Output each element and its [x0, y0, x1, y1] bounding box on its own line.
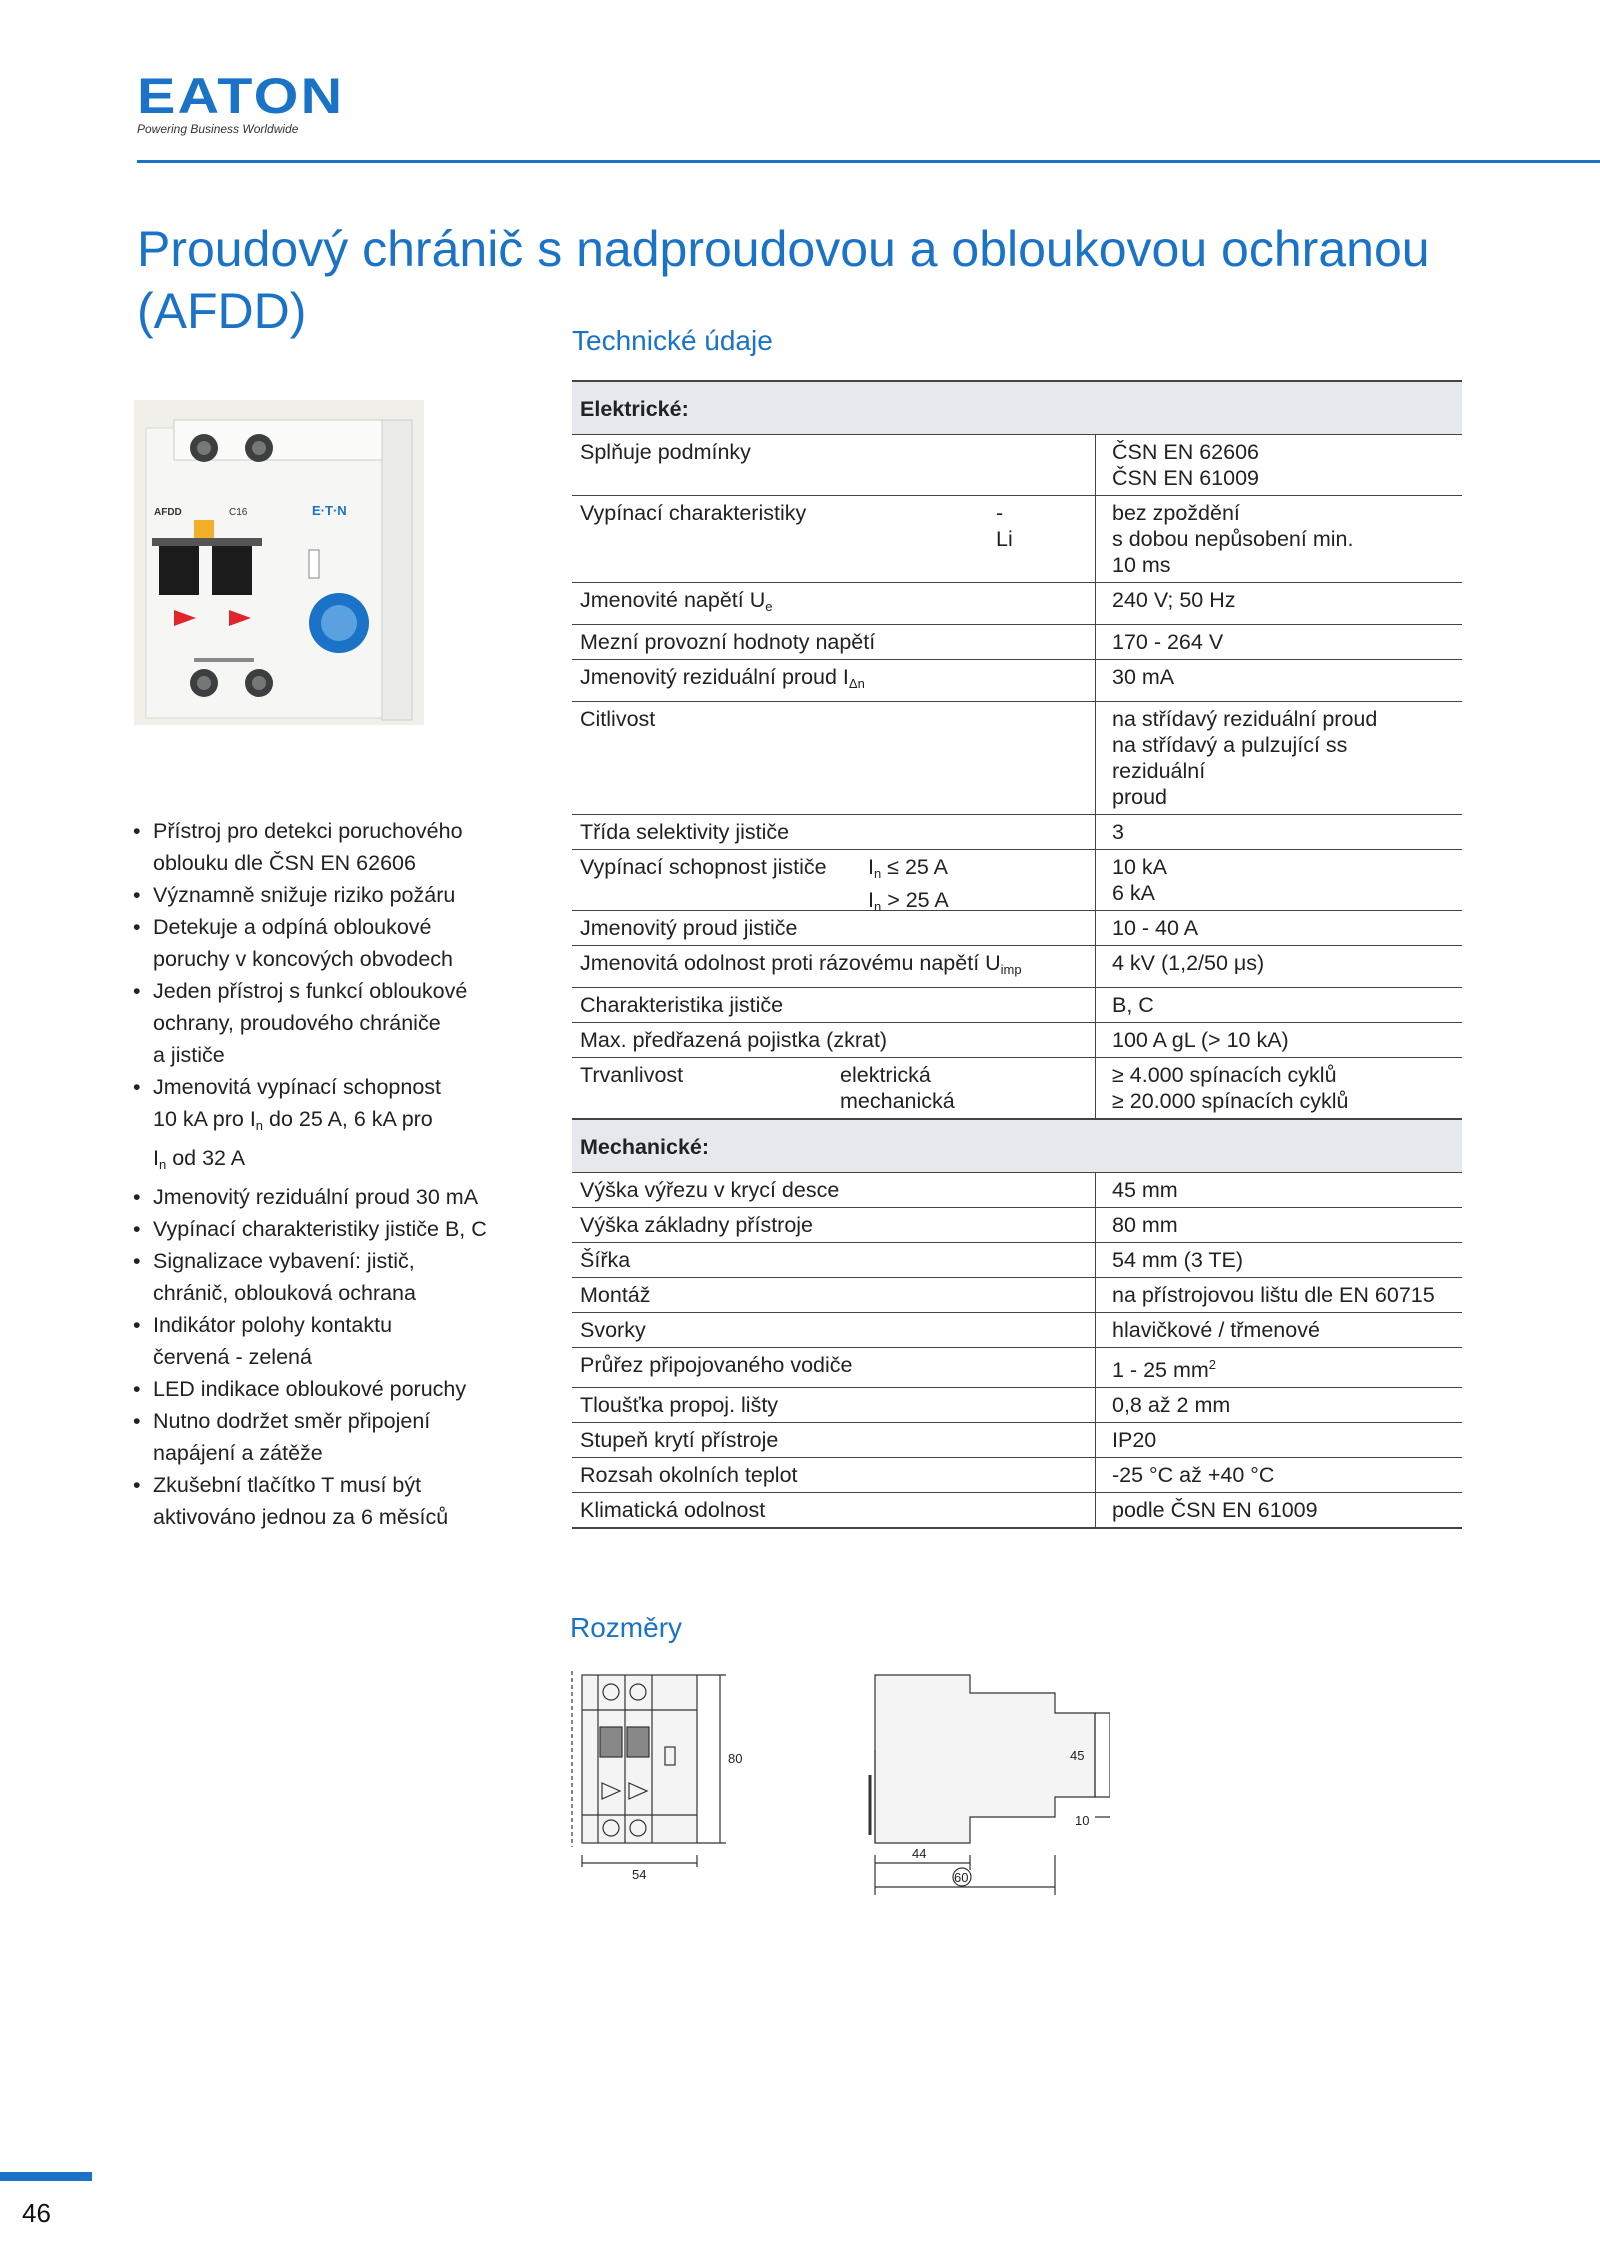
device-logo: E·T·N [312, 503, 347, 518]
mechanical-heading: Mechanické: [572, 1118, 1462, 1172]
table-row: Vypínací schopnost jističe $I_n \le 25$ A $I_n > 25$ A 10 kA 6 kA [572, 849, 1462, 910]
feature-item: • Jeden přístroj s funkcí obloukové ochrany, proudového chrániče a jističe [133, 975, 533, 1071]
table-row: Jmenovitý reziduální proud $I_{\Delta n}$ 30 mA [572, 659, 1462, 701]
table-row: Montáž na přístrojovou lištu dle EN 60715 [572, 1277, 1462, 1312]
dim-side-gap: 10 [1075, 1813, 1090, 1828]
table-row: Výška základny přístroje 80 mm [572, 1207, 1462, 1242]
feature-item: • Zkušební tlačítko T musí být aktivováno jednou za 6 měsíců [133, 1469, 533, 1533]
dim-side-depth: 44 [912, 1846, 927, 1861]
table-row: Svorky hlavičkové / třmenové [572, 1312, 1462, 1347]
feature-item: • Indikátor polohy kontaktu červená - zelená [133, 1309, 533, 1373]
tech-heading: Technické údaje [572, 325, 773, 356]
electrical-heading: Elektrické: [572, 380, 1462, 434]
table-row: Výška výřezu v krycí desce 45 mm [572, 1172, 1462, 1207]
dim-front-width: 54 [632, 1867, 647, 1882]
table-row: Tloušťka propoj. lišty 0,8 až 2 mm [572, 1387, 1462, 1422]
table-row: Stupeň krytí přístroje IP20 [572, 1422, 1462, 1457]
feature-item: • Jmenovitá vypínací schopnost 10 kA pro $I_n$ do 25 A, 6 kA pro $I_n$ od 32 A [133, 1071, 533, 1181]
dim-side-total: 60 [954, 1870, 969, 1885]
feature-item: • LED indikace obloukové poruchy [133, 1373, 533, 1405]
table-row: Klimatická odolnost podle ČSN EN 61009 [572, 1492, 1462, 1529]
logo-tagline: Powering Business Worldwide [137, 122, 299, 136]
table-row: Rozsah okolních teplot -25 °C až +40 °C [572, 1457, 1462, 1492]
table-row: Mezní provozní hodnoty napětí 170 - 264 V [572, 624, 1462, 659]
feature-item: • Jmenovitý reziduální proud 30 mA [133, 1181, 533, 1213]
table-row: Jmenovité napětí $U_e$ 240 V; 50 Hz [572, 582, 1462, 624]
dim-side-cutout: 45 [1070, 1748, 1085, 1763]
logo-wordmark: EATON [137, 68, 345, 124]
feature-list [133, 815, 533, 1533]
table-row: Jmenovitá odolnost proti rázovému napětí $U_{imp}$ 4 kV (1,2/50 μs) [572, 945, 1462, 987]
table-row: Citlivost na střídavý reziduální proud na střídavý a pulzující ss reziduální proud [572, 701, 1462, 814]
dimensions-heading: Rozměry [570, 1612, 683, 1643]
table-row: Trvanlivost elektrická mechanická ≥ 4.000 spínacích cyklů ≥ 20.000 spínacích cyklů [572, 1057, 1462, 1118]
table-row: Třída selektivity jističe 3 [572, 814, 1462, 849]
product-image [134, 400, 424, 725]
feature-item: • Významně snižuje riziko požáru [133, 879, 533, 911]
table-row: Šířka 54 mm (3 TE) [572, 1242, 1462, 1277]
eaton-logo [137, 68, 345, 136]
feature-item: • Přístroj pro detekci poruchového oblouku dle ČSN EN 62606 [133, 815, 533, 879]
header-rule [137, 160, 1600, 163]
title-line-2: (AFDD) [137, 283, 307, 339]
dim-front-height: 80 [728, 1751, 743, 1766]
device-rating: C16 [229, 507, 248, 518]
feature-item: • Vypínací charakteristiky jističe B, C [133, 1213, 533, 1245]
feature-item: • Detekuje a odpíná obloukové poruchy v koncových obvodech [133, 911, 533, 975]
dimension-drawings [570, 1665, 1110, 1950]
feature-item: • Signalizace vybavení: jistič, chránič, oblouková ochrana [133, 1245, 533, 1309]
page-title [137, 218, 1437, 342]
table-row: Splňuje podmínky ČSN EN 62606 ČSN EN 61009 [572, 434, 1462, 495]
table-row: Vypínací charakteristiky - Li bez zpoždění s dobou nepůsobení min. 10 ms [572, 495, 1462, 582]
table-row: Jmenovitý proud jističe 10 - 40 A [572, 910, 1462, 945]
feature-item: • Nutno dodržet směr připojení napájení a zátěže [133, 1405, 533, 1469]
title-line-1: Proudový chránič s nadproudovou a obloukovou ochranou [137, 221, 1430, 277]
dimension-svg [570, 1665, 1110, 1945]
table-row: Charakteristika jističe B, C [572, 987, 1462, 1022]
page-number-bar [0, 2172, 92, 2181]
spec-table [572, 380, 1462, 1529]
afdd-device-illustration [134, 400, 424, 725]
table-row: Průřez připojovaného vodiče 1 - 25 $mm^2$ [572, 1347, 1462, 1387]
side-view-body [875, 1675, 1095, 1843]
table-row: Max. předřazená pojistka (zkrat) 100 A gL (> 10 kA) [572, 1022, 1462, 1057]
page-number: 46 [22, 2198, 51, 2228]
device-label: AFDD [154, 507, 182, 518]
